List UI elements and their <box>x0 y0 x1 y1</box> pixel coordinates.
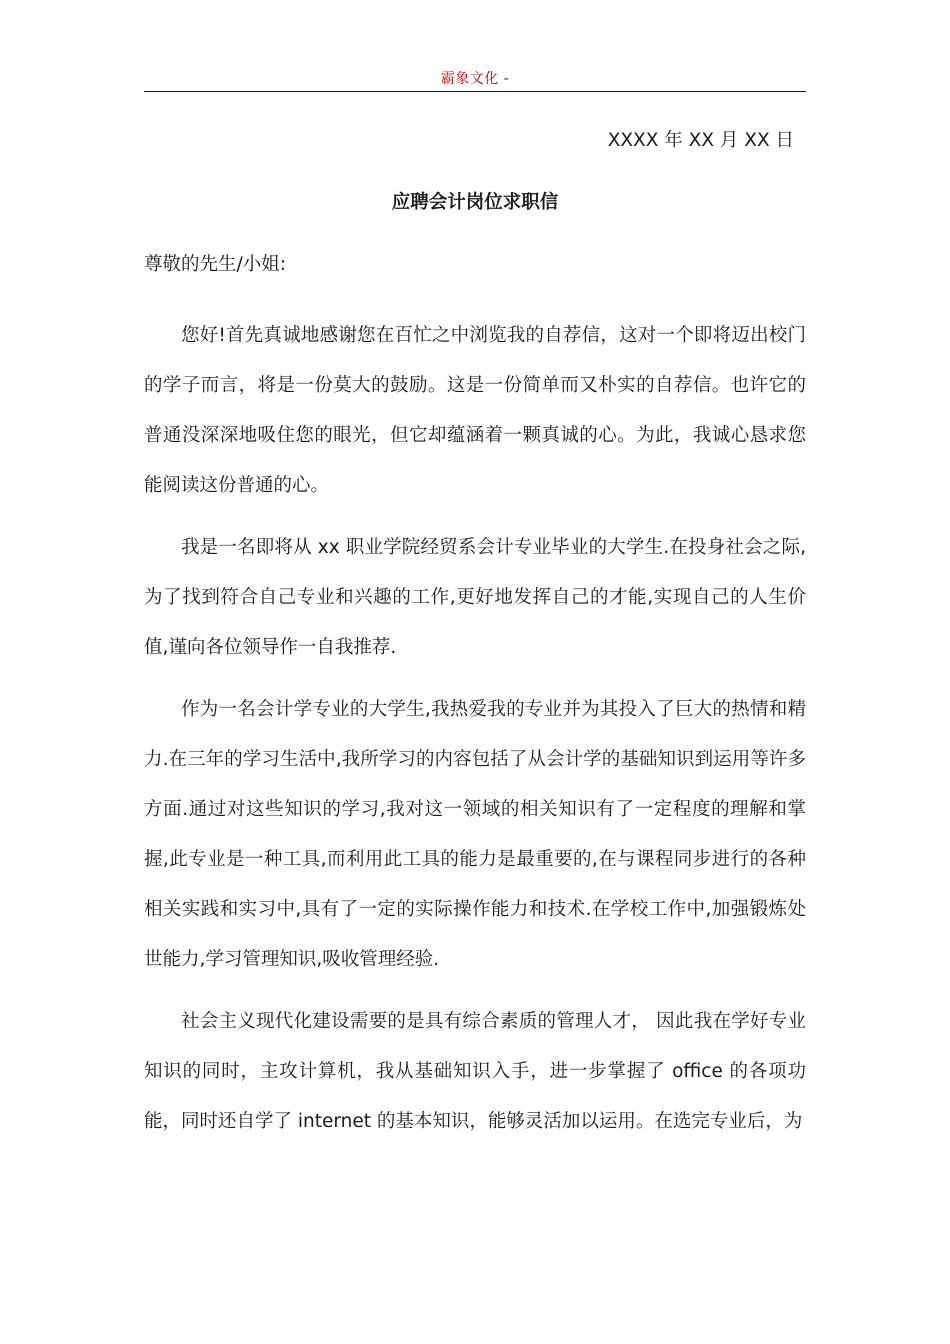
letter-date: XXXX 年 XX 月 XX 日 <box>607 130 794 151</box>
header-text: 霸象文化 - <box>440 71 510 87</box>
paragraph: 您好!首先真诚地感谢您在百忙之中浏览我的自荐信，这对一个即将迈出校门的学子而言，将是一份莫大的鼓励。这是一份简单而又朴实的自荐信。也许它的普通没深深地吸住您的眼光，但它却蕴涵着一颗真诚的心。为此，我诚心恳求您能阅读这份普通的心。 <box>144 325 806 496</box>
letter-body <box>144 311 806 1159</box>
paragraph: 我是一名即将从 xx 职业学院经贸系会计专业毕业的大学生.在投身社会之际,为了找到符合自己专业和兴趣的工作,更好地发挥自己的才能,实现自己的人生价值,谨向各位领导作一自我推荐. <box>144 537 806 658</box>
paragraph: 社会主义现代化建设需要的是具有综合素质的管理人才， 因此我在学好专业知识的同时，主攻计算机，我从基础知识入手，进一步掌握了 office 的各项功能，同时还自学了 internet 的基本知识，能够灵活加以运用。在选完专业后，为 <box>144 1011 806 1132</box>
salutation: 尊敬的先生/小姐: <box>144 254 286 275</box>
letter-title: 应聘会计岗位求职信 <box>391 192 559 213</box>
page-header <box>144 68 806 92</box>
paragraph: 作为一名会计学专业的大学生,我热爱我的专业并为其投入了巨大的热情和精力.在三年的学习生活中,我所学习的内容包括了从会计学的基础知识到运用等许多方面.通过对这些知识的学习,我对这一领域的相关知识有了一定程度的理解和掌握,此专业是一种工具,而利用此工具的能力是最重要的,在与课程同步进行的各种相关实践和实习中,具有了一定的实际操作能力和技术.在学校工作中,加强锻炼处世能力,学习管理知识,吸收管理经验. <box>144 699 806 970</box>
